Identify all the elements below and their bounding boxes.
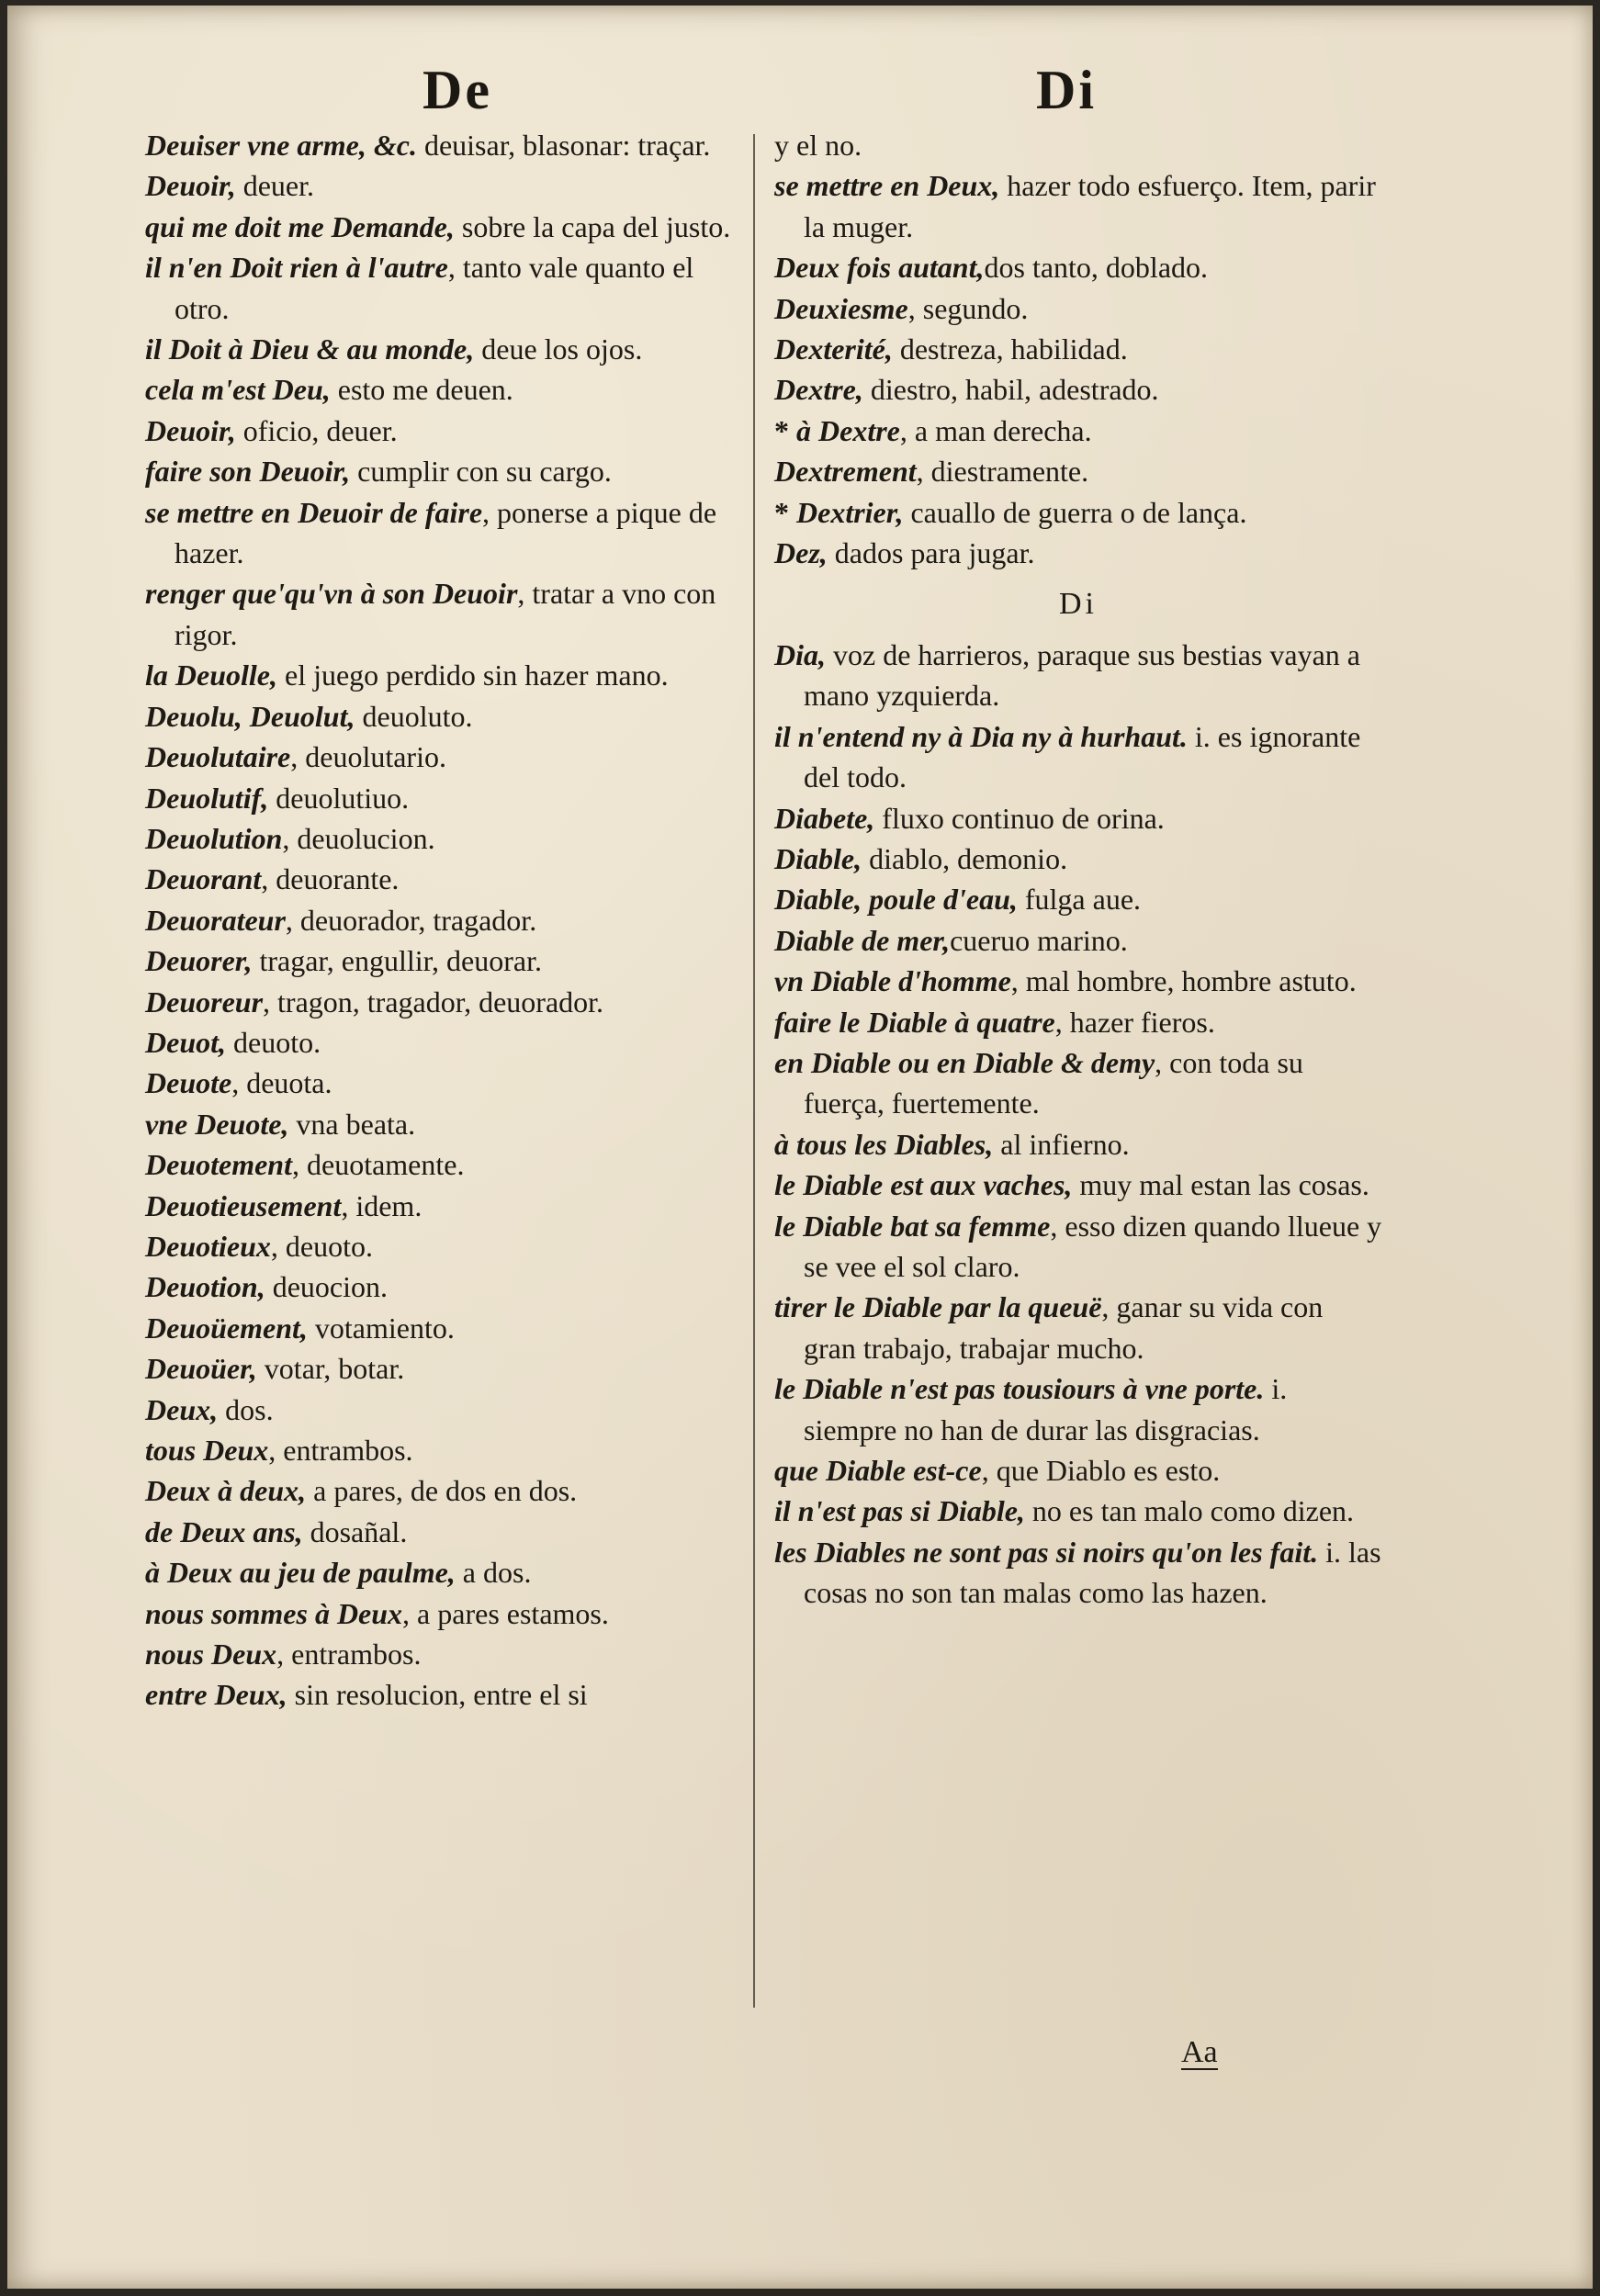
entry-headword: Deuotion,: [145, 1270, 265, 1304]
dictionary-entry: [774, 1124, 1382, 1165]
entry-headword: le Diable est aux vaches,: [774, 1168, 1073, 1202]
entry-definition: oficio, deuer.: [235, 413, 398, 447]
dictionary-entry: [774, 369, 1382, 410]
dictionary-entry: [145, 940, 742, 981]
entry-definition: , entrambos.: [276, 1638, 422, 1671]
dictionary-entry: [145, 1063, 742, 1103]
dictionary-entry: [145, 900, 742, 940]
dictionary-entry: [145, 1634, 742, 1674]
dictionary-entry: [774, 920, 1382, 961]
entry-headword: Deuxiesme: [774, 291, 908, 325]
entry-definition: muy mal estan las cosas.: [1072, 1168, 1369, 1202]
entry-headword: Dez,: [774, 536, 828, 570]
entry-definition: , idem.: [341, 1188, 423, 1222]
entry-definition: no es tan malo como dizen.: [1024, 1494, 1355, 1528]
entry-definition: , que Diablo es esto.: [981, 1454, 1221, 1487]
entry-headword: vn Diable d'homme: [774, 964, 1011, 998]
entry-definition: , deuorante.: [261, 862, 400, 896]
entry-headword: Deuolutaire: [145, 740, 291, 774]
dictionary-entry: [145, 1144, 742, 1185]
entry-headword: Deuorateur: [145, 903, 286, 937]
dictionary-entry: [774, 1165, 1382, 1205]
dictionary-entry: [145, 1226, 742, 1266]
entry-headword: vne Deuote,: [145, 1107, 289, 1141]
entry-headword: Deuot,: [145, 1025, 226, 1059]
entry-headword: Dia,: [774, 637, 826, 671]
entry-definition: , mal hombre, hombre astuto.: [1010, 964, 1357, 998]
entry-definition: deuoto.: [226, 1025, 321, 1059]
entry-definition: el juego perdido sin hazer mano.: [276, 658, 669, 692]
entry-headword: Deuorer,: [145, 944, 253, 978]
book-page: [7, 6, 1593, 2289]
dictionary-entry: [774, 635, 1382, 716]
entry-definition: i. las cosas no son tan malas como las hazen.: [804, 1535, 1381, 1610]
entry-headword: nous Deux: [145, 1638, 277, 1671]
entry-definition: , ganar su vida con gran trabajo, trabajar mucho.: [804, 1290, 1324, 1365]
entry-headword: nous sommes à Deux: [145, 1596, 403, 1630]
dictionary-entry: [145, 818, 742, 859]
entry-definition: dos tanto, doblado.: [984, 251, 1209, 285]
entry-headword: il n'entend ny à Dia ny à hurhaut.: [774, 719, 1188, 753]
right-column: [774, 125, 1382, 1614]
dictionary-entry: [145, 859, 742, 899]
entry-definition: i. siempre no han de durar las disgracias.: [804, 1372, 1288, 1446]
entry-headword: il n'est pas si Diable,: [774, 1494, 1025, 1528]
dictionary-entry: [145, 451, 742, 491]
dictionary-entry: [774, 533, 1382, 573]
entry-headword: Dexterité,: [774, 332, 893, 366]
entry-headword: tous Deux: [145, 1434, 269, 1467]
entry-headword: Deuolu, Deuolut,: [145, 699, 355, 733]
entry-headword: de Deux ans,: [145, 1514, 303, 1548]
entry-headword: cela m'est Deu,: [145, 373, 331, 407]
entry-definition: , entrambos.: [268, 1434, 413, 1467]
entry-headword: renger que'qu'vn à son Deuoir: [145, 577, 518, 611]
entry-headword: le Diable n'est pas tousiours à vne porte.: [774, 1372, 1265, 1406]
dictionary-entry: [774, 165, 1382, 247]
dictionary-entry: [145, 1390, 742, 1430]
dictionary-entry: [145, 247, 742, 329]
entry-headword: entre Deux,: [145, 1678, 287, 1712]
entry-definition: i. es ignorante del todo.: [804, 719, 1361, 794]
dictionary-entry: [145, 1022, 742, 1063]
dictionary-entry: [774, 838, 1382, 879]
dictionary-entry: [774, 329, 1382, 369]
entry-definition: , ponerse a pique de hazer.: [175, 495, 717, 570]
dictionary-entry: [774, 492, 1382, 533]
entry-headword: Deuotement: [145, 1148, 292, 1182]
entry-headword: Deuolutif,: [145, 781, 269, 815]
entry-definition: votamiento.: [307, 1311, 455, 1345]
left-column: [145, 125, 742, 1716]
dictionary-entry: [145, 1470, 742, 1511]
entry-headword: faire son Deuoir,: [145, 455, 351, 489]
entry-headword: tirer le Diable par la queuë: [774, 1290, 1102, 1324]
entry-definition: , segundo.: [907, 291, 1029, 325]
entry-definition: , tragon, tragador, deuorador.: [263, 985, 604, 1019]
entry-headword: faire le Diable à quatre: [774, 1005, 1055, 1039]
entry-definition: cumplir con su cargo.: [350, 455, 612, 489]
dictionary-entry: [774, 1532, 1382, 1614]
entry-definition: deuisar, blasonar: traçar.: [416, 129, 711, 162]
running-head-right: Di: [1036, 60, 1097, 120]
dictionary-entry: [774, 1491, 1382, 1531]
entry-headword: la Deuolle,: [145, 658, 277, 692]
entry-headword: Deuoir,: [145, 413, 236, 447]
dictionary-entry: [774, 716, 1382, 798]
entry-definition: , deuolutario.: [290, 740, 446, 774]
entry-headword: Deuotieusement: [145, 1188, 342, 1222]
entry-definition: , a man derecha.: [899, 413, 1092, 447]
entry-headword: * à Dextre: [774, 414, 900, 447]
entry-definition: fluxo continuo de orina.: [874, 801, 1165, 835]
entry-headword: Deux à deux,: [145, 1474, 307, 1508]
entry-headword: Deuotieux: [145, 1229, 271, 1263]
entry-headword: Deuoir,: [145, 169, 236, 203]
dictionary-entry: [145, 573, 742, 655]
dictionary-entry: [145, 982, 742, 1022]
entry-headword: les Diables ne sont pas si noirs qu'on les fait.: [774, 1535, 1319, 1569]
entry-definition: dos.: [218, 1392, 274, 1426]
entry-definition: a pares, de dos en dos.: [306, 1474, 578, 1508]
entry-definition: deuolutiuo.: [268, 781, 410, 815]
entry-headword: Dextre,: [774, 373, 863, 407]
entry-definition: , deuorador, tragador.: [285, 903, 537, 937]
entry-definition: a dos.: [455, 1556, 532, 1590]
dictionary-entry: [145, 411, 742, 451]
dictionary-entry: [145, 1430, 742, 1470]
entry-definition: , deuotamente.: [291, 1148, 465, 1182]
entry-headword: Deux,: [145, 1392, 219, 1426]
entry-headword: Deuolution: [145, 821, 283, 855]
entry-headword: Deuorant: [145, 862, 262, 896]
entry-definition: deuocion.: [265, 1270, 388, 1304]
entry-definition: voz de harrieros, paraque sus bestias vayan a mano yzquierda.: [804, 637, 1360, 713]
dictionary-entry: [145, 492, 742, 574]
dictionary-entry: [774, 1206, 1382, 1288]
entry-headword: Deuoreur: [145, 985, 264, 1019]
dictionary-entry: [145, 655, 742, 695]
entry-definition: y el no.: [774, 129, 862, 162]
entry-headword: il n'en Doit rien à l'autre: [145, 251, 448, 285]
entry-headword: Diable,: [774, 841, 862, 875]
entry-headword: Deuoüement,: [145, 1311, 308, 1345]
running-head-left: De: [423, 60, 492, 120]
dictionary-entry: [145, 165, 742, 206]
dictionary-entry: [145, 1266, 742, 1307]
catchword: Aa: [1181, 2035, 1218, 2069]
entry-definition: sobre la capa del justo.: [454, 209, 731, 243]
entry-definition: votar, botar.: [256, 1352, 405, 1386]
dictionary-entry: [145, 778, 742, 818]
dictionary-entry: [145, 696, 742, 737]
dictionary-entry: [145, 1674, 742, 1715]
section-heading: Di: [1059, 587, 1098, 622]
entry-definition: hazer todo esfuerço. Item, parir la muger.: [804, 169, 1376, 243]
entry-definition: deue los ojos.: [474, 332, 643, 366]
dictionary-entry: [145, 737, 742, 777]
dictionary-entry: [774, 451, 1382, 491]
entry-headword: que Diable est-ce: [774, 1454, 982, 1487]
entry-headword: qui me doit me Demande,: [145, 209, 455, 243]
entry-definition: , tanto vale quanto el otro.: [175, 251, 694, 325]
entry-headword: * Dextrier,: [774, 496, 903, 529]
entry-definition: dosañal.: [302, 1514, 408, 1548]
dictionary-entry: [145, 207, 742, 247]
entry-headword: Diable, poule d'eau,: [774, 883, 1018, 917]
right-column-entries-de: [774, 125, 1382, 573]
entry-definition: sin resolucion, entre el si: [287, 1678, 588, 1712]
entry-definition: destreza, habilidad.: [892, 332, 1128, 366]
entry-definition: , deuota.: [231, 1066, 332, 1100]
entry-headword: le Diable bat sa femme: [774, 1209, 1051, 1243]
entry-definition: tragar, engullir, deuorar.: [252, 944, 542, 978]
entry-definition: al infierno.: [993, 1127, 1130, 1161]
dictionary-entry: [145, 1348, 742, 1389]
dictionary-entry: [145, 1186, 742, 1226]
dictionary-entry: [145, 125, 742, 165]
entry-headword: il Doit à Dieu & au monde,: [145, 332, 475, 366]
column-divider: [753, 134, 755, 2008]
entry-headword: à tous les Diables,: [774, 1127, 994, 1161]
entry-definition: deuer.: [235, 169, 314, 203]
entry-definition: , diestramente.: [916, 455, 1089, 489]
entry-headword: Deuote: [145, 1066, 232, 1100]
entry-headword: se mettre en Deuoir de faire: [145, 495, 483, 529]
entry-headword: Diable de mer,: [774, 923, 951, 957]
entry-definition: cauallo de guerra o de lança.: [903, 495, 1247, 529]
entry-definition: fulga aue.: [1017, 883, 1142, 917]
entry-definition: , deuoto.: [270, 1229, 373, 1263]
entry-headword: Dextrement: [774, 455, 917, 489]
dictionary-entry: [774, 247, 1382, 287]
entry-headword: Diabete,: [774, 801, 875, 835]
entry-definition: , a pares estamos.: [402, 1596, 609, 1630]
entry-headword: Deux fois autant,: [774, 251, 985, 285]
entry-definition: vna beata.: [288, 1107, 416, 1141]
dictionary-entry: [145, 1308, 742, 1348]
dictionary-entry: [774, 1368, 1382, 1450]
entry-headword: se mettre en Deux,: [774, 169, 1000, 203]
entry-headword: en Diable ou en Diable & demy: [774, 1045, 1155, 1079]
entry-definition: dados para jugar.: [827, 536, 1035, 570]
entry-definition: diablo, demonio.: [862, 841, 1068, 875]
dictionary-entry: [774, 1042, 1382, 1124]
dictionary-entry: [774, 1287, 1382, 1368]
entry-definition: diestro, habil, adestrado.: [862, 373, 1159, 407]
dictionary-entry: [145, 329, 742, 369]
dictionary-entry: [774, 879, 1382, 919]
entry-headword: Deuiser vne arme, &c.: [145, 129, 417, 162]
entry-definition: , hazer fieros.: [1054, 1005, 1215, 1039]
dictionary-entry: [774, 288, 1382, 329]
entry-definition: , esso dizen quando llueue y se vee el sol claro.: [804, 1209, 1382, 1283]
dictionary-entry: [145, 1593, 742, 1634]
entry-headword: Deuoüer,: [145, 1352, 257, 1386]
dictionary-entry: [774, 961, 1382, 1001]
entry-definition: , con toda su fuerça, fuertemente.: [804, 1045, 1303, 1120]
dictionary-entry: [145, 369, 742, 410]
dictionary-entry: [774, 125, 1382, 165]
entry-headword: à Deux au jeu de paulme,: [145, 1556, 456, 1590]
entry-definition: , deuolucion.: [282, 821, 435, 855]
dictionary-entry: [774, 411, 1382, 451]
dictionary-entry: [145, 1104, 742, 1144]
dictionary-entry: [774, 1450, 1382, 1491]
right-column-entries-di: [774, 635, 1382, 1614]
entry-definition: esto me deuen.: [330, 373, 513, 407]
dictionary-entry: [774, 1002, 1382, 1042]
entry-definition: cueruo marino.: [950, 923, 1128, 957]
dictionary-entry: [145, 1512, 742, 1552]
entry-definition: , tratar a vno con rigor.: [175, 577, 716, 651]
dictionary-entry: [145, 1552, 742, 1593]
dictionary-entry: [774, 798, 1382, 838]
entry-definition: deuoluto.: [355, 699, 473, 733]
